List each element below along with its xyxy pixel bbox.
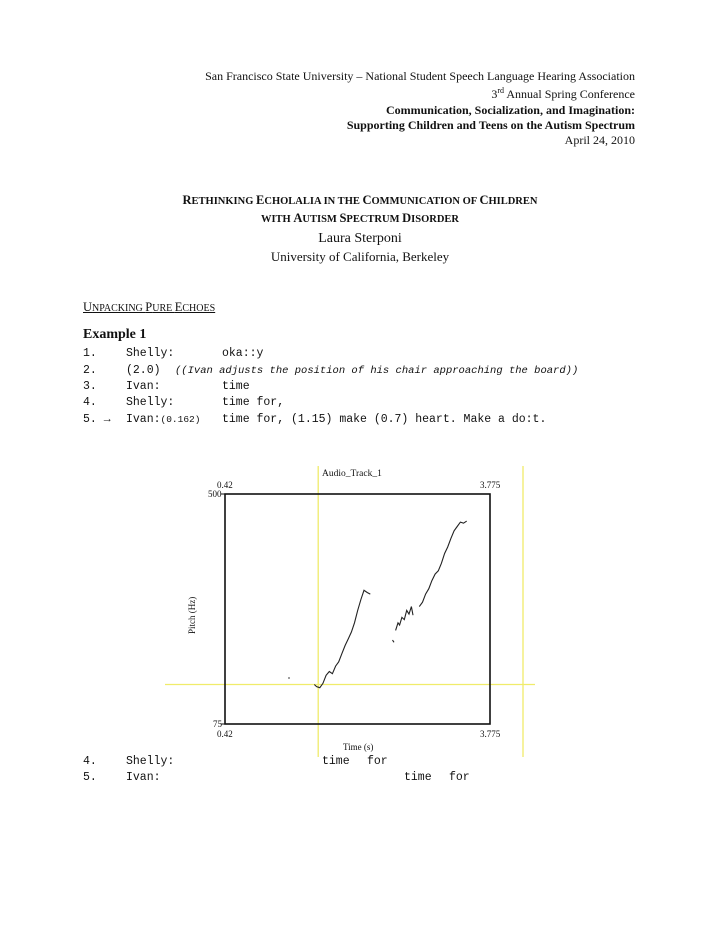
smallcaps-initial: U bbox=[83, 300, 93, 314]
smallcaps-initial: C bbox=[362, 193, 372, 207]
x-range-end-bottom: 3.775 bbox=[480, 729, 501, 739]
speaker: Ivan: bbox=[126, 771, 161, 784]
aligned-word: for bbox=[367, 755, 388, 768]
conference-edition: 3rd Annual Spring Conference bbox=[491, 86, 635, 101]
aligned-word: for bbox=[449, 771, 470, 784]
smallcaps-rest: NPACKING bbox=[92, 303, 146, 314]
line-number: 5. bbox=[83, 771, 97, 784]
aligned-word: time bbox=[404, 771, 432, 784]
paper-title-line2 bbox=[0, 211, 720, 226]
smallcaps-initial: P bbox=[145, 300, 153, 314]
y-axis-label: Pitch (Hz) bbox=[187, 596, 197, 634]
smallcaps-initial: E bbox=[256, 193, 265, 207]
smallcaps-rest: ISORDER bbox=[411, 214, 460, 225]
paper-title-line1 bbox=[0, 193, 720, 208]
line-number: 4. bbox=[83, 396, 97, 409]
conference-name: San Francisco State University – National Student Speech Language Hearing Association bbox=[205, 69, 635, 83]
line-number: 5. → bbox=[83, 413, 111, 426]
smallcaps-rest: HILDREN bbox=[488, 196, 538, 207]
smallcaps-initial: D bbox=[402, 211, 412, 225]
x-range-start-top: 0.42 bbox=[217, 480, 233, 490]
x-axis-label: Time (s) bbox=[343, 742, 374, 752]
example-heading: Example 1 bbox=[83, 327, 147, 342]
speaker: (2.0) bbox=[126, 364, 161, 377]
line-number: 1. bbox=[83, 347, 97, 360]
author-name: Laura Sterponi bbox=[318, 231, 402, 246]
conference-date: April 24, 2010 bbox=[564, 133, 635, 147]
pitch-contour-1 bbox=[314, 590, 370, 687]
speaker: Shelly: bbox=[126, 755, 175, 768]
smallcaps-initial: S bbox=[339, 211, 347, 225]
pitch-contour-2 bbox=[396, 607, 413, 631]
aligned-word: time bbox=[322, 755, 350, 768]
line-number: 4. bbox=[83, 755, 97, 768]
utterance: oka::y bbox=[222, 347, 264, 360]
x-range-start-bottom: 0.42 bbox=[217, 729, 233, 739]
pitch-contour-4 bbox=[393, 640, 395, 642]
smallcaps-rest: PECTRUM bbox=[346, 214, 403, 225]
x-range-end-top: 3.775 bbox=[480, 480, 501, 490]
speaker: Ivan: bbox=[126, 380, 161, 393]
line-number: 3. bbox=[83, 380, 97, 393]
smallcaps-rest: CHOLALIA IN THE bbox=[264, 196, 363, 207]
smallcaps-initial: R bbox=[182, 193, 192, 207]
y-max-label: 500 bbox=[208, 489, 222, 499]
speaker: Shelly: bbox=[126, 347, 175, 360]
section-heading bbox=[83, 300, 215, 315]
speaker-pause: (0.162) bbox=[160, 414, 201, 425]
speaker: Ivan:(0.162) bbox=[126, 413, 201, 426]
plot-frame bbox=[225, 494, 490, 724]
conference-theme-line1: Communication, Socialization, and Imagination: bbox=[385, 103, 635, 117]
smallcaps-rest: OMMUNICATION OF bbox=[371, 196, 480, 207]
smallcaps-initial: E bbox=[174, 300, 183, 314]
smallcaps-rest: URE bbox=[152, 303, 175, 314]
pitch-contour-3 bbox=[419, 521, 466, 607]
smallcaps-initial: A bbox=[293, 211, 303, 225]
speaker: Shelly: bbox=[126, 396, 175, 409]
conference-theme-line2: Supporting Children and Teens on the Autism Spectrum bbox=[346, 118, 635, 132]
smallcaps-initial: C bbox=[479, 193, 489, 207]
utterance: time bbox=[222, 380, 250, 393]
smallcaps-rest: WITH bbox=[260, 214, 294, 225]
line-number: 2. bbox=[83, 364, 97, 377]
smallcaps-rest: UTISM bbox=[302, 214, 340, 225]
utterance: time for, bbox=[222, 396, 285, 409]
smallcaps-rest: CHOES bbox=[182, 303, 216, 314]
pitch-chart bbox=[165, 462, 535, 757]
utterance: time for, (1.15) make (0.7) heart. Make a do:t. bbox=[222, 413, 547, 426]
smallcaps-rest: ETHINKING bbox=[191, 196, 257, 207]
y-min-label: 75 bbox=[213, 719, 222, 729]
chart-title: Audio_Track_1 bbox=[322, 469, 382, 479]
author-affiliation: University of California, Berkeley bbox=[270, 249, 450, 264]
action-note: ((Ivan adjusts the position of his chair approaching the board)) bbox=[175, 365, 579, 377]
